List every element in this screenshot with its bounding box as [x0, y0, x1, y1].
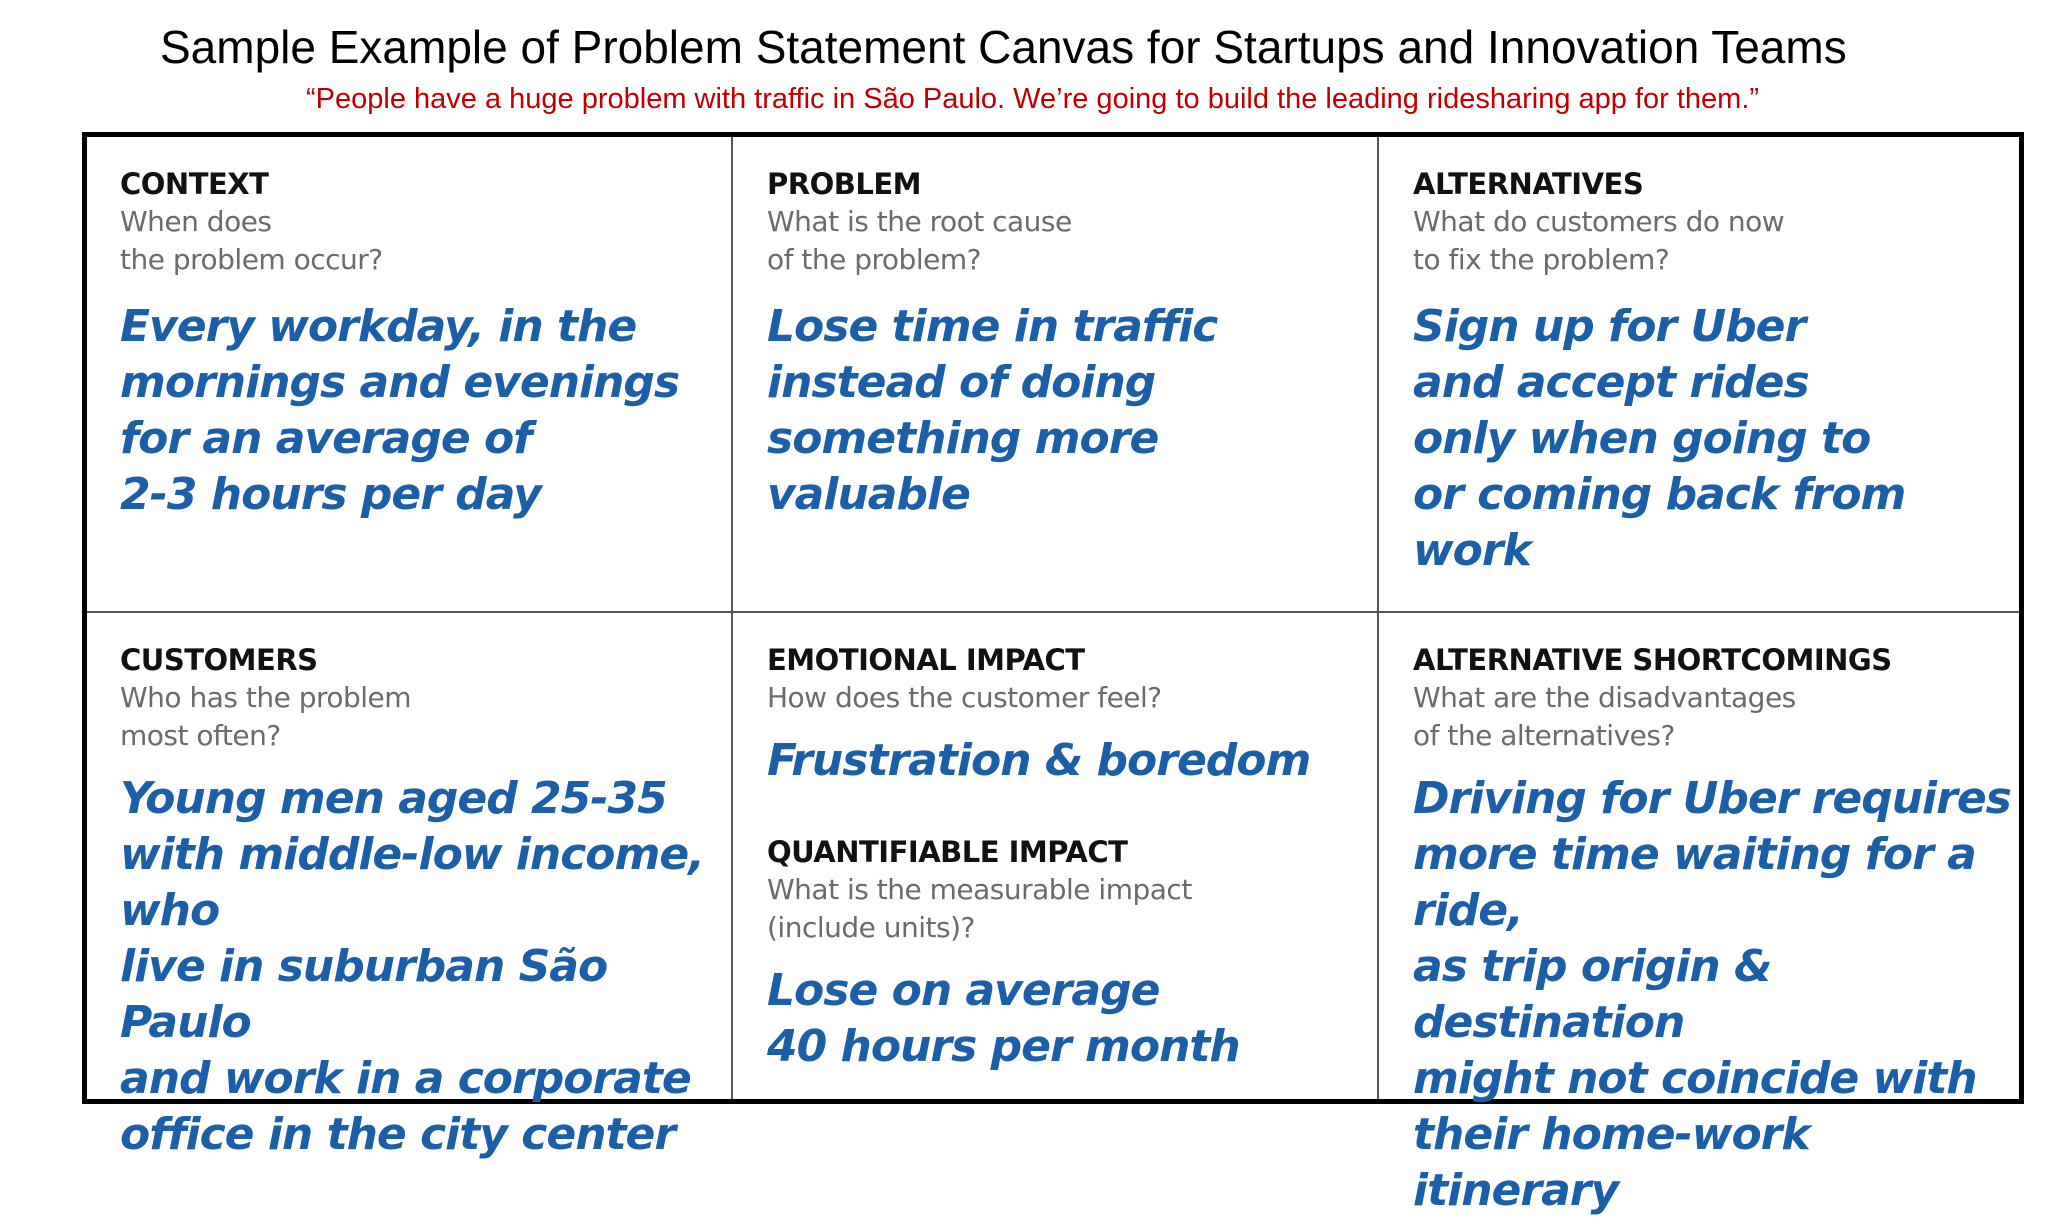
column-divider-1 [731, 137, 733, 1099]
cell-heading: ALTERNATIVES [1413, 167, 1644, 201]
cell-answer: Lose time in traffic instead of doing something more valuable [767, 301, 1218, 520]
cell-answer: Frustration & boredom [767, 735, 1311, 786]
cell-emotional-and-quantifiable-impact [767, 641, 1367, 1075]
cell-question: When does the problem occur? [120, 205, 383, 276]
problem-statement-canvas [82, 132, 2024, 1216]
cell-answer: Young men aged 25-35 with middle-low income, who live in suburban São Paulo and work in a corporate office in the city center [120, 773, 704, 1160]
cell-heading: ALTERNATIVE SHORTCOMINGS [1413, 643, 1892, 677]
cell-answer: Sign up for Uber and accept rides only when going to or coming back from work [1413, 301, 1906, 576]
cell-answer: Driving for Uber requires more time waiting for a ride, as trip origin & destination might not coincide with their home-work itinerary [1413, 773, 2011, 1216]
cell-problem [767, 165, 1367, 523]
cell-question: Who has the problem most often? [120, 681, 412, 752]
cell-heading: QUANTIFIABLE IMPACT [767, 835, 1128, 869]
cell-question: What is the root cause of the problem? [767, 205, 1072, 276]
cell-question: How does the customer feel? [767, 681, 1162, 714]
cell-question: What is the measurable impact (include units)? [767, 873, 1192, 944]
column-divider-2 [1377, 137, 1379, 1099]
cell-heading: PROBLEM [767, 167, 921, 201]
cell-customers [120, 641, 728, 1163]
cell-question: What do customers do now to fix the problem? [1413, 205, 1785, 276]
page-subtitle-quote: “People have a huge problem with traffic in São Paulo. We’re going to build the leading ridesharing app for them.” [306, 83, 1760, 115]
cell-answer: Lose on average 40 hours per month [767, 965, 1240, 1072]
cell-answer: Every workday, in the mornings and evenings for an average of 2-3 hours per day [120, 301, 680, 520]
cell-alternative-shortcomings [1413, 641, 2023, 1219]
cell-heading: EMOTIONAL IMPACT [767, 643, 1085, 677]
cell-alternatives [1413, 165, 2013, 579]
emotional-impact-block [767, 641, 1367, 789]
cell-question: What are the disadvantages of the alternatives? [1413, 681, 1796, 752]
cell-heading: CUSTOMERS [120, 643, 318, 677]
row-divider [87, 611, 2019, 613]
cell-context [120, 165, 720, 523]
page-title: Sample Example of Problem Statement Canvas for Startups and Innovation Teams [160, 21, 1847, 73]
cell-heading: CONTEXT [120, 167, 269, 201]
quantifiable-impact-block [767, 833, 1367, 1075]
